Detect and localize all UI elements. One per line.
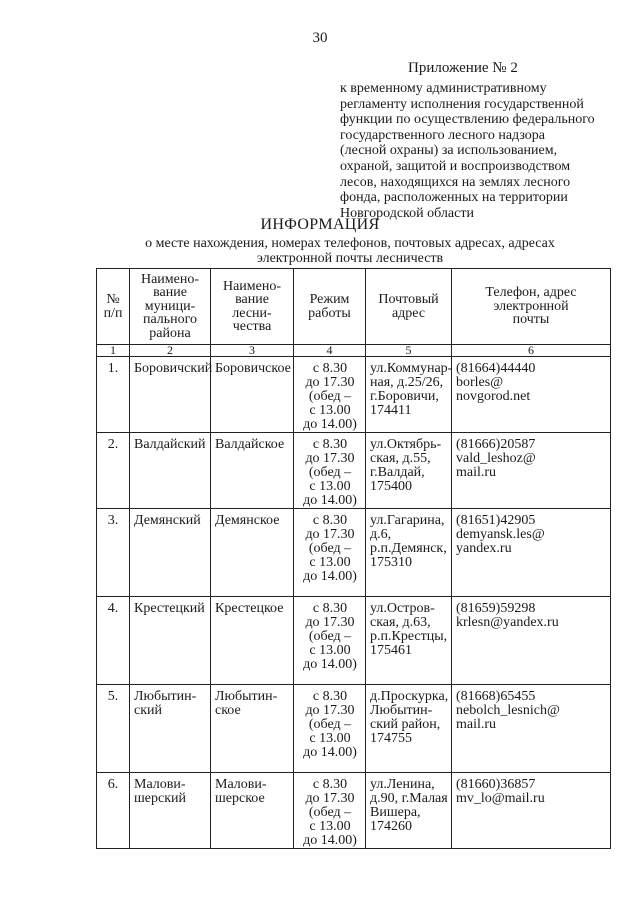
cell-hours-line: с 8.30 xyxy=(312,777,348,792)
cell-address-line: ул.Коммунар- xyxy=(370,361,453,376)
cell-contacts-line: nebolch_lesnich@ xyxy=(456,703,560,718)
cell-hours xyxy=(294,357,366,433)
cell-hours-line: с 13.00 xyxy=(309,479,351,494)
cell-hours-line: (обед – xyxy=(308,805,352,820)
cell-hours-line: с 13.00 xyxy=(309,819,351,834)
cell-index: 4. xyxy=(97,597,130,685)
cell-address-line: ская, д.63, xyxy=(370,615,431,630)
cell-hours-line: с 8.30 xyxy=(312,601,348,616)
cell-hours-line: (обед – xyxy=(308,389,352,404)
cell-contacts xyxy=(452,773,611,849)
header-cell-address: Почтовый адрес xyxy=(366,269,452,345)
cell-contacts-line: (81664)44440 xyxy=(456,361,536,376)
cell-contacts xyxy=(452,357,611,433)
cell-district-line: Демянский xyxy=(134,513,201,528)
cell-district xyxy=(130,597,211,685)
cell-hours-line: до 17.30 xyxy=(305,703,355,718)
appendix-line: (лесной охраны) за использованием, xyxy=(340,143,558,159)
cell-hours-line: с 13.00 xyxy=(309,731,351,746)
cell-address-line: 174411 xyxy=(370,403,412,418)
cell-contacts-line: mail.ru xyxy=(456,717,497,732)
cell-hours-line: до 14.00) xyxy=(303,493,357,508)
column-number-row xyxy=(97,345,611,357)
column-number: 2 xyxy=(130,345,211,357)
cell-address-line: г.Валдай, xyxy=(370,465,425,480)
cell-address-line: 174260 xyxy=(370,819,412,834)
appendix-line: регламенту исполнения государственной xyxy=(340,96,584,112)
cell-forestry xyxy=(211,509,294,597)
cell-hours-line: до 17.30 xyxy=(305,615,355,630)
cell-address xyxy=(366,357,452,433)
table-row xyxy=(97,597,611,685)
cell-address xyxy=(366,433,452,509)
cell-forestry-line: Боровичское xyxy=(215,361,291,376)
cell-address-line: 175400 xyxy=(370,479,412,494)
cell-contacts-line: (81666)20587 xyxy=(456,437,536,452)
cell-forestry-line: Малови- xyxy=(215,777,267,792)
cell-district-line: Валдайский xyxy=(134,437,206,452)
appendix-line: Новгородской области xyxy=(340,205,474,221)
cell-district-line: Боровичский xyxy=(134,361,213,376)
table-body xyxy=(97,357,611,849)
cell-hours-line: (обед – xyxy=(308,465,352,480)
cell-contacts-line: (81659)59298 xyxy=(456,601,536,616)
cell-forestry xyxy=(211,685,294,773)
cell-index: 2. xyxy=(97,433,130,509)
cell-hours-line: (обед – xyxy=(308,541,352,556)
appendix-line: фонда, расположенных на территории xyxy=(340,190,568,206)
appendix-line: функции по осуществлению федерального xyxy=(340,112,595,128)
cell-address xyxy=(366,685,452,773)
cell-contacts xyxy=(452,509,611,597)
forestries-table xyxy=(96,268,611,849)
table-row xyxy=(97,433,611,509)
column-number: 1 xyxy=(97,345,130,357)
cell-district xyxy=(130,357,211,433)
cell-district-line: шерский xyxy=(134,791,186,806)
cell-contacts-line: novgorod.net xyxy=(456,389,531,404)
cell-contacts-line: (81660)36857 xyxy=(456,777,536,792)
cell-forestry xyxy=(211,597,294,685)
appendix-line: к временному административному xyxy=(340,81,547,96)
cell-address-line: ная, д.25/26, xyxy=(370,375,444,390)
cell-district xyxy=(130,433,211,509)
cell-address xyxy=(366,597,452,685)
header-cell-number: № п/п xyxy=(97,269,130,345)
cell-address-line: ул.Остров- xyxy=(370,601,435,616)
header-cell-contacts: Телефон, адрес электронной почты xyxy=(452,269,611,345)
cell-contacts-line: demyansk.les@ xyxy=(456,527,545,542)
cell-address-line: д.Проскурка, xyxy=(370,689,449,704)
header-cell-forestry: Наимено- вание лесни- чества xyxy=(211,269,294,345)
cell-contacts-line: yandex.ru xyxy=(456,541,512,556)
cell-hours-line: до 14.00) xyxy=(303,833,357,848)
cell-address-line: Любытин- xyxy=(370,703,433,718)
cell-contacts-line: mail.ru xyxy=(456,465,497,480)
cell-contacts-line: (81651)42905 xyxy=(456,513,536,528)
cell-index: 1. xyxy=(97,357,130,433)
cell-address-line: ул.Гагарина, xyxy=(370,513,445,528)
column-number: 3 xyxy=(211,345,294,357)
cell-hours xyxy=(294,685,366,773)
subtitle-line: о месте нахождения, номерах телефонов, почтовых адресах, адресах xyxy=(145,236,555,251)
cell-hours-line: до 17.30 xyxy=(305,375,355,390)
cell-district-line: Любытин- xyxy=(134,689,197,704)
cell-hours-line: с 8.30 xyxy=(312,689,348,704)
subtitle-line: электронной почты лесничеств xyxy=(256,251,444,266)
cell-hours-line: до 14.00) xyxy=(303,417,357,432)
cell-hours-line: до 17.30 xyxy=(305,527,355,542)
cell-hours-line: с 13.00 xyxy=(309,403,351,418)
cell-address-line: ская, д.55, xyxy=(370,451,431,466)
appendix-title: Приложение № 2 xyxy=(408,60,518,76)
cell-contacts-line: (81668)65455 xyxy=(456,689,536,704)
cell-district-line: Малови- xyxy=(134,777,186,792)
cell-forestry xyxy=(211,357,294,433)
cell-index: 3. xyxy=(97,509,130,597)
cell-address xyxy=(366,509,452,597)
appendix-line: охраной, защитой и воспроизводством xyxy=(340,158,571,174)
table-row xyxy=(97,773,611,849)
cell-forestry xyxy=(211,773,294,849)
cell-hours-line: с 8.30 xyxy=(312,437,348,452)
cell-district xyxy=(130,509,211,597)
table-row xyxy=(97,357,611,433)
header-cell-district: Наимено- вание муници- пального района xyxy=(130,269,211,345)
cell-hours xyxy=(294,509,366,597)
cell-address-line: 175310 xyxy=(370,555,412,570)
cell-hours-line: до 17.30 xyxy=(305,451,355,466)
cell-forestry xyxy=(211,433,294,509)
column-number: 6 xyxy=(452,345,611,357)
cell-hours xyxy=(294,773,366,849)
document-title: ИНФОРМАЦИЯ xyxy=(260,216,380,233)
cell-address-line: ул.Октябрь- xyxy=(370,437,442,452)
appendix-line: лесов, находящихся на землях лесного xyxy=(340,174,571,190)
cell-contacts-line: borles@ xyxy=(456,375,504,390)
appendix-line: государственного лесного надзора xyxy=(340,127,545,143)
cell-index: 6. xyxy=(97,773,130,849)
cell-index: 5. xyxy=(97,685,130,773)
cell-contacts xyxy=(452,597,611,685)
cell-address-line: р.п.Демянск, xyxy=(370,541,447,556)
cell-district xyxy=(130,773,211,849)
cell-hours xyxy=(294,597,366,685)
header-cell-hours: Режим работы xyxy=(294,269,366,345)
cell-district-line: Крестецкий xyxy=(134,601,205,616)
cell-forestry-line: Валдайское xyxy=(215,437,285,452)
cell-district xyxy=(130,685,211,773)
cell-hours-line: с 8.30 xyxy=(312,513,348,528)
cell-hours-line: до 14.00) xyxy=(303,745,357,760)
cell-hours-line: с 13.00 xyxy=(309,643,351,658)
column-number: 5 xyxy=(366,345,452,357)
cell-address-line: д.6, xyxy=(370,527,392,542)
document-subtitle xyxy=(0,236,640,266)
cell-address-line: р.п.Крестцы, xyxy=(370,629,448,644)
cell-contacts-line: mv_lo@mail.ru xyxy=(456,791,545,806)
cell-district-line: ский xyxy=(134,703,162,718)
cell-forestry-line: ское xyxy=(215,703,241,718)
cell-forestry-line: Любытин- xyxy=(215,689,278,704)
cell-address-line: г.Боровичи, xyxy=(370,389,439,404)
cell-forestry-line: шерское xyxy=(215,791,265,806)
cell-address-line: Вишера, xyxy=(370,805,421,820)
cell-hours xyxy=(294,433,366,509)
cell-hours-line: с 8.30 xyxy=(312,361,348,376)
cell-contacts xyxy=(452,433,611,509)
cell-contacts-line: krlesn@yandex.ru xyxy=(456,615,559,630)
cell-address-line: 175461 xyxy=(370,643,412,658)
header-row xyxy=(97,269,611,345)
cell-hours-line: с 13.00 xyxy=(309,555,351,570)
cell-hours-line: до 14.00) xyxy=(303,657,357,672)
table-row xyxy=(97,685,611,773)
table-row xyxy=(97,509,611,597)
cell-address-line: ский район, xyxy=(370,717,441,732)
cell-address-line: 174755 xyxy=(370,731,412,746)
page-number: 30 xyxy=(312,30,328,46)
cell-contacts xyxy=(452,685,611,773)
cell-hours-line: до 14.00) xyxy=(303,569,357,584)
cell-address-line: д.90, г.Малая xyxy=(370,791,448,806)
cell-hours-line: (обед – xyxy=(308,717,352,732)
cell-hours-line: (обед – xyxy=(308,629,352,644)
cell-forestry-line: Демянское xyxy=(215,513,280,528)
cell-address xyxy=(366,773,452,849)
appendix-description xyxy=(340,81,602,221)
cell-forestry-line: Крестецкое xyxy=(215,601,284,616)
cell-hours-line: до 17.30 xyxy=(305,791,355,806)
cell-address-line: ул.Ленина, xyxy=(370,777,435,792)
column-number: 4 xyxy=(294,345,366,357)
cell-contacts-line: vald_leshoz@ xyxy=(456,451,536,466)
